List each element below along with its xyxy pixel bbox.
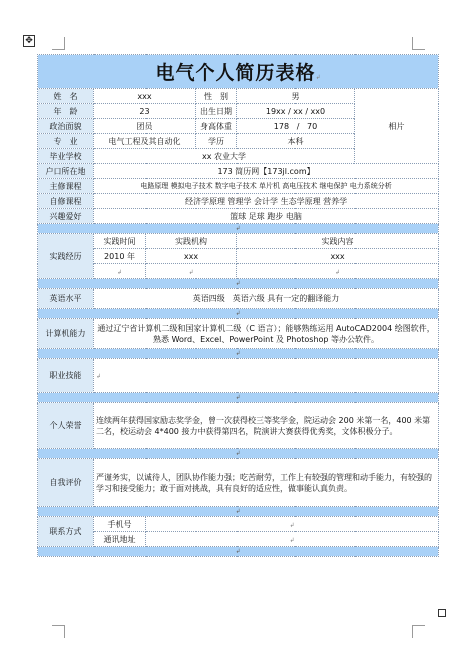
crop-mark-bottom-left <box>52 625 65 638</box>
english-value[interactable]: 英语四级 英语六级 具有一定的翻译能力 <box>94 289 439 309</box>
hukou-value[interactable]: 173 简历网【173jl.com】 <box>94 164 439 179</box>
age-label: 年 龄 <box>38 104 94 119</box>
resume-title: 电气个人简历表格 <box>155 62 316 84</box>
resume-table <box>37 54 439 557</box>
skills-label: 职业技能 <box>38 359 94 393</box>
crop-mark-top-right <box>412 37 425 50</box>
honors-value[interactable]: 连续两年获得国家励志奖学金，曾一次获得校三等奖学金，院运动会 200 米第一名，400 米第二名，校运动会 4*400 接力中获得第四名，院演讲大赛获得优秀奖，文体积极分子。 <box>94 403 439 449</box>
crop-mark-bottom-right <box>412 625 425 638</box>
gender-value[interactable]: 男 <box>237 89 355 104</box>
separator-band: ↲ <box>38 547 439 557</box>
height-weight-value[interactable] <box>237 119 355 134</box>
hobby-label: 兴趣爱好 <box>38 209 94 224</box>
weight-value: 70 <box>307 121 318 131</box>
practice-header-org: 实践机构 <box>146 234 237 249</box>
phone-value[interactable]: ↲ <box>146 517 439 532</box>
practice-content-value[interactable]: xxx <box>237 249 439 264</box>
separator-band: ↲ <box>38 393 439 403</box>
degree-label: 学历 <box>196 134 237 149</box>
height-value: 178 <box>273 121 290 131</box>
photo-cell[interactable] <box>355 89 439 164</box>
separator-band: ↲ <box>38 279 439 289</box>
crop-mark-top-left <box>52 37 65 50</box>
phone-label: 手机号 <box>94 517 146 532</box>
gender-label: 性 别 <box>196 89 237 104</box>
computer-label: 计算机能力 <box>38 319 94 349</box>
separator-band: ↲ <box>38 309 439 319</box>
address-value[interactable]: ↲ <box>146 532 439 547</box>
birth-value[interactable]: 19xx / xx / xx0 <box>237 104 355 119</box>
contact-label: 联系方式 <box>38 517 94 547</box>
practice-empty-cell[interactable]: ↲ <box>146 264 237 279</box>
separator-band: ↲ <box>38 449 439 459</box>
separator-band: ↲ <box>38 507 439 517</box>
degree-value[interactable]: 本科 <box>237 134 355 149</box>
school-label: 毕业学校 <box>38 149 94 164</box>
courses-value[interactable]: 电路原理 模拟电子技术 数字电子技术 单片机 高电压技术 继电保护 电力系统分析 <box>94 179 439 194</box>
self-eval-value[interactable]: 严谨务实，以诚待人，团队协作能力强；吃苦耐劳，工作上有较强的管理和动手能力，有较强的学习和接受能力；敢于面对挑战，具有良好的适应性，做事能认真负责。 <box>94 459 439 507</box>
political-value[interactable]: 团员 <box>94 119 196 134</box>
skills-value[interactable]: ↲ <box>94 359 439 393</box>
practice-empty-cell[interactable]: ↲ <box>237 264 439 279</box>
name-value[interactable]: xxx <box>94 89 196 104</box>
political-label: 政治面貌 <box>38 119 94 134</box>
separator-band: ↲ <box>38 224 439 234</box>
name-label: 姓 名 <box>38 89 94 104</box>
practice-label: 实践经历 <box>38 234 94 279</box>
photo-label: 相片 <box>388 121 405 131</box>
computer-value[interactable]: 通过辽宁省计算机二级和国家计算机二级（C 语言）；能够熟练运用 AutoCAD2004 绘图软件，熟悉 Word、Excel、PowerPoint 及 Photoshop 等办公软件。 <box>94 319 439 349</box>
self-eval-label: 自我评价 <box>38 459 94 507</box>
table-resize-handle[interactable] <box>438 609 446 617</box>
english-label: 英语水平 <box>38 289 94 309</box>
major-value[interactable]: 电气工程及其自动化 <box>94 134 196 149</box>
major-label: 专 业 <box>38 134 94 149</box>
height-weight-label: 身高体重 <box>196 119 237 134</box>
practice-header-time: 实践时间 <box>94 234 146 249</box>
hukou-label: 户口所在地 <box>38 164 94 179</box>
practice-time-value[interactable]: 2010 年 <box>94 249 146 264</box>
selfstudy-value[interactable]: 经济学原理 管理学 会计学 生态学原理 营养学 <box>94 194 439 209</box>
address-label: 通讯地址 <box>94 532 146 547</box>
birth-label: 出生日期 <box>196 104 237 119</box>
courses-label: 主修课程 <box>38 179 94 194</box>
separator-band: ↲ <box>38 349 439 359</box>
practice-header-content: 实践内容 <box>237 234 439 249</box>
hobby-value[interactable]: 篮球 足球 跑步 电脑 <box>94 209 439 224</box>
hw-separator: / <box>296 121 300 131</box>
title-cell[interactable]: 电气个人简历表格↲ <box>38 55 439 89</box>
table-move-handle-icon[interactable]: ✥ <box>23 35 35 47</box>
practice-empty-cell[interactable]: ↲ <box>94 264 146 279</box>
age-value[interactable]: 23 <box>94 104 196 119</box>
honors-label: 个人荣誉 <box>38 403 94 449</box>
selfstudy-label: 自修课程 <box>38 194 94 209</box>
school-value[interactable]: xx 农业大学 <box>94 149 355 164</box>
practice-org-value[interactable]: xxx <box>146 249 237 264</box>
